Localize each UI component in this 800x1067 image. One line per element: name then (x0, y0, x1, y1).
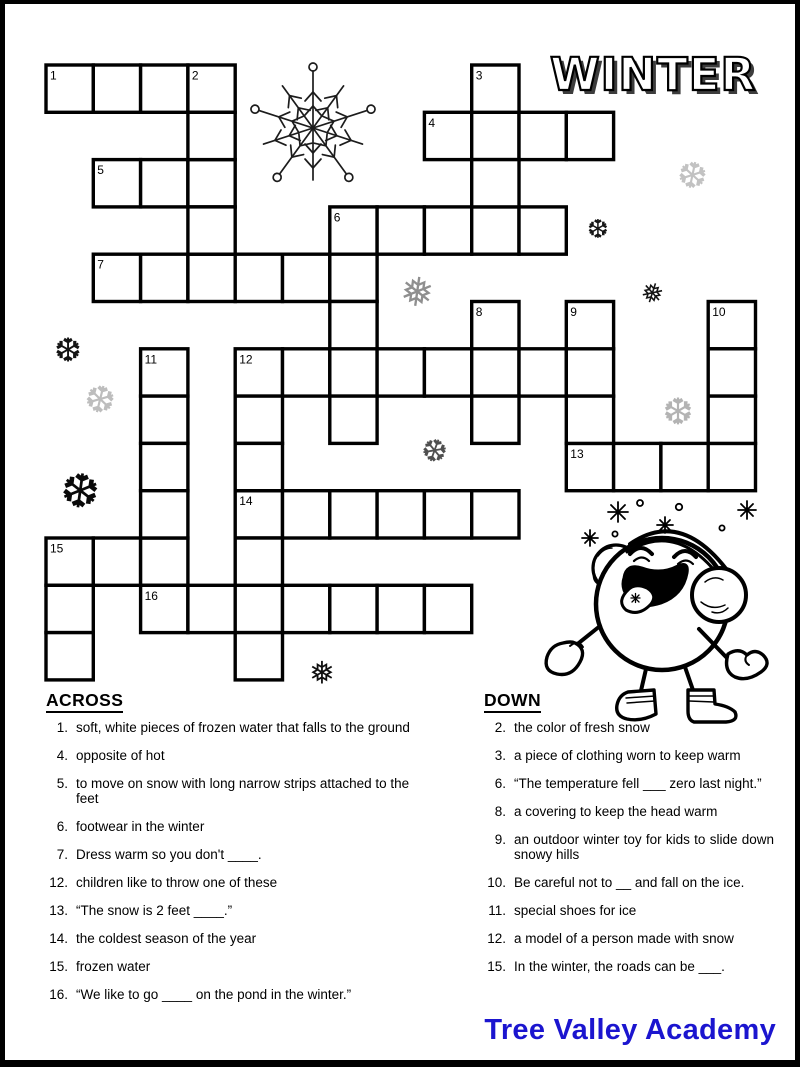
grid-cell[interactable] (377, 585, 424, 632)
grid-cell[interactable] (141, 160, 188, 207)
down-clues-section (482, 690, 782, 988)
grid-cell[interactable] (708, 349, 755, 396)
clue-number: 3. (494, 748, 506, 763)
grid-cell[interactable] (472, 207, 519, 254)
grid-cell[interactable] (141, 443, 188, 490)
grid-cell[interactable] (614, 443, 661, 490)
grid-cell-number: 3 (475, 68, 483, 83)
grid-cell-number: 14 (239, 494, 253, 509)
grid-cell-number: 10 (712, 305, 726, 319)
clue-number: 6. (494, 776, 506, 791)
clue-item (44, 749, 444, 764)
clue-text: Dress warm so you don't ____. (76, 846, 262, 862)
grid-cell[interactable] (141, 396, 188, 443)
clue-item (44, 848, 444, 863)
grid-cell[interactable] (472, 349, 519, 396)
grid-cell[interactable] (93, 65, 140, 112)
grid-cell[interactable] (566, 112, 613, 159)
grid-cell[interactable] (188, 585, 235, 632)
grid-cell[interactable] (330, 302, 377, 349)
grid-cell[interactable] (235, 633, 282, 680)
grid-cell[interactable] (424, 585, 471, 632)
clue-item (482, 777, 774, 792)
clue-item (44, 820, 444, 835)
grid-cell-number: 7 (97, 257, 104, 272)
clue-number: 8. (494, 804, 506, 819)
grid-cell-number: 12 (239, 352, 253, 367)
grid-cell-number: 2 (191, 68, 199, 83)
across-header: ACROSS (46, 690, 444, 711)
clue-number: 14. (49, 930, 68, 946)
clue-text: the coldest season of the year (76, 930, 257, 946)
clue-item (44, 876, 444, 891)
clue-item (44, 777, 444, 806)
clue-number: 7. (56, 846, 68, 862)
snowflake-icon: ❆ (587, 215, 609, 245)
across-list (44, 721, 444, 1002)
grid-cell[interactable] (46, 633, 93, 680)
clue-text: soft, white pieces of frozen water that falls to the ground (76, 720, 410, 735)
grid-cell[interactable] (235, 538, 282, 585)
clue-text: opposite of hot (76, 748, 165, 763)
clue-number: 15. (487, 958, 506, 974)
grid-cell[interactable] (330, 349, 377, 396)
clue-number: 4. (56, 748, 68, 763)
clue-number: 12. (49, 874, 68, 890)
down-header: DOWN (484, 690, 782, 711)
grid-cell[interactable] (188, 207, 235, 254)
grid-cell[interactable] (141, 65, 188, 112)
snowflake-icon: ❆ (79, 375, 121, 425)
grid-cell-number: 15 (50, 541, 64, 556)
clue-text: an outdoor winter toy for kids to slide down snowy hills (514, 832, 774, 862)
grid-cell-number: 1 (50, 68, 57, 83)
clue-item (482, 876, 774, 891)
clue-text: frozen water (76, 958, 151, 974)
clue-number: 10. (487, 874, 506, 890)
grid-cell-number: 6 (333, 210, 341, 225)
clue-item (482, 805, 774, 820)
clue-item (482, 833, 774, 862)
grid-cell[interactable] (141, 538, 188, 585)
clue-text: the color of fresh snow (514, 720, 650, 735)
grid-cell[interactable] (283, 585, 330, 632)
snowflake-icon: ❆ (415, 430, 453, 473)
grid-cell[interactable] (472, 112, 519, 159)
snowflake-icon: ❆ (54, 330, 82, 370)
grid-cell[interactable] (235, 443, 282, 490)
grid-cell-number: 5 (97, 163, 104, 178)
grid-cell-number: 9 (570, 305, 577, 319)
grid-cell[interactable] (188, 112, 235, 159)
grid-cell[interactable] (188, 160, 235, 207)
clue-number: 13. (49, 902, 68, 918)
snowflake-icon: ❆ (56, 462, 104, 522)
clue-text: “We like to go ____ on the pond in the winter.” (76, 986, 352, 1002)
grid-cell[interactable] (235, 396, 282, 443)
grid-cell[interactable] (519, 349, 566, 396)
grid-cell[interactable] (472, 160, 519, 207)
grid-cell[interactable] (377, 207, 424, 254)
clue-item (482, 721, 774, 736)
grid-cell-number: 13 (570, 446, 584, 461)
grid-cell[interactable] (424, 491, 471, 538)
clue-number: 6. (56, 818, 68, 834)
clue-item (482, 904, 774, 919)
grid-cell[interactable] (283, 491, 330, 538)
clue-item (44, 988, 444, 1003)
grid-cell[interactable] (141, 254, 188, 301)
grid-cell-number: 8 (475, 305, 483, 319)
snowflake-icon: ❅ (309, 655, 335, 692)
grid-cell[interactable] (235, 254, 282, 301)
clue-item (482, 960, 774, 975)
grid-cell[interactable] (330, 254, 377, 301)
clue-item (44, 960, 444, 975)
grid-cell[interactable] (519, 112, 566, 159)
grid-cell[interactable] (661, 443, 708, 490)
clue-item (44, 932, 444, 947)
grid-cell[interactable] (377, 349, 424, 396)
grid-cell[interactable] (188, 254, 235, 301)
grid-cell[interactable] (472, 491, 519, 538)
snowflake-icon: ❅ (636, 275, 668, 313)
grid-cell[interactable] (330, 585, 377, 632)
grid-cell[interactable] (377, 491, 424, 538)
grid-cell-number: 16 (144, 588, 158, 603)
grid-cell[interactable] (424, 207, 471, 254)
grid-cell[interactable] (519, 207, 566, 254)
clue-number: 15. (49, 958, 68, 974)
grid-cell[interactable] (141, 491, 188, 538)
clue-number: 11. (488, 902, 506, 918)
grid-cell[interactable] (46, 585, 93, 632)
clue-text: “The temperature fell ___ zero last night.” (514, 776, 762, 791)
down-list (482, 721, 782, 974)
clue-text: In the winter, the roads can be ___. (514, 958, 725, 974)
grid-cell[interactable] (708, 396, 755, 443)
grid-cell[interactable] (424, 349, 471, 396)
clue-text: special shoes for ice (514, 902, 637, 918)
grid-cell[interactable] (283, 349, 330, 396)
grid-cell[interactable] (330, 396, 377, 443)
across-clues-section (44, 690, 444, 1016)
clue-item (482, 932, 774, 947)
clue-number: 1. (56, 720, 68, 735)
clue-text: Be careful not to __ and fall on the ice. (514, 874, 745, 890)
grid-cell[interactable] (283, 254, 330, 301)
clue-item (482, 749, 774, 764)
page-title: WINTER (550, 48, 757, 101)
clue-number: 12. (487, 930, 506, 946)
grid-cell[interactable] (566, 349, 613, 396)
grid-cell-number: 11 (144, 352, 158, 367)
grid-cell-number: 4 (428, 115, 436, 130)
clue-text: a model of a person made with snow (514, 930, 734, 946)
clue-text: a covering to keep the head warm (514, 804, 718, 819)
clue-item (44, 904, 444, 919)
grid-cell[interactable] (472, 396, 519, 443)
clue-text: footwear in the winter (76, 818, 205, 834)
snowflake-icon: ❅ (397, 267, 437, 319)
clue-number: 16. (49, 986, 68, 1002)
grid-cell[interactable] (235, 585, 282, 632)
clue-item (44, 721, 444, 736)
grid-cell[interactable] (330, 491, 377, 538)
snowflake-icon: ❆ (662, 390, 694, 434)
snowflake-icon: ❆ (673, 153, 712, 200)
clue-text: “The snow is 2 feet ____.” (76, 902, 233, 918)
grid-cell[interactable] (93, 538, 140, 585)
brand-name: Tree Valley Academy (484, 1014, 776, 1046)
clue-text: a piece of clothing worn to keep warm (514, 748, 741, 763)
grid-cell[interactable] (566, 396, 613, 443)
clue-text: to move on snow with long narrow strips attached to the feet (76, 776, 410, 806)
clue-number: 5. (56, 776, 68, 791)
clue-number: 9. (494, 832, 506, 847)
clue-text: children like to throw one of these (76, 874, 278, 890)
clue-number: 2. (494, 720, 506, 735)
grid-cell[interactable] (708, 443, 755, 490)
